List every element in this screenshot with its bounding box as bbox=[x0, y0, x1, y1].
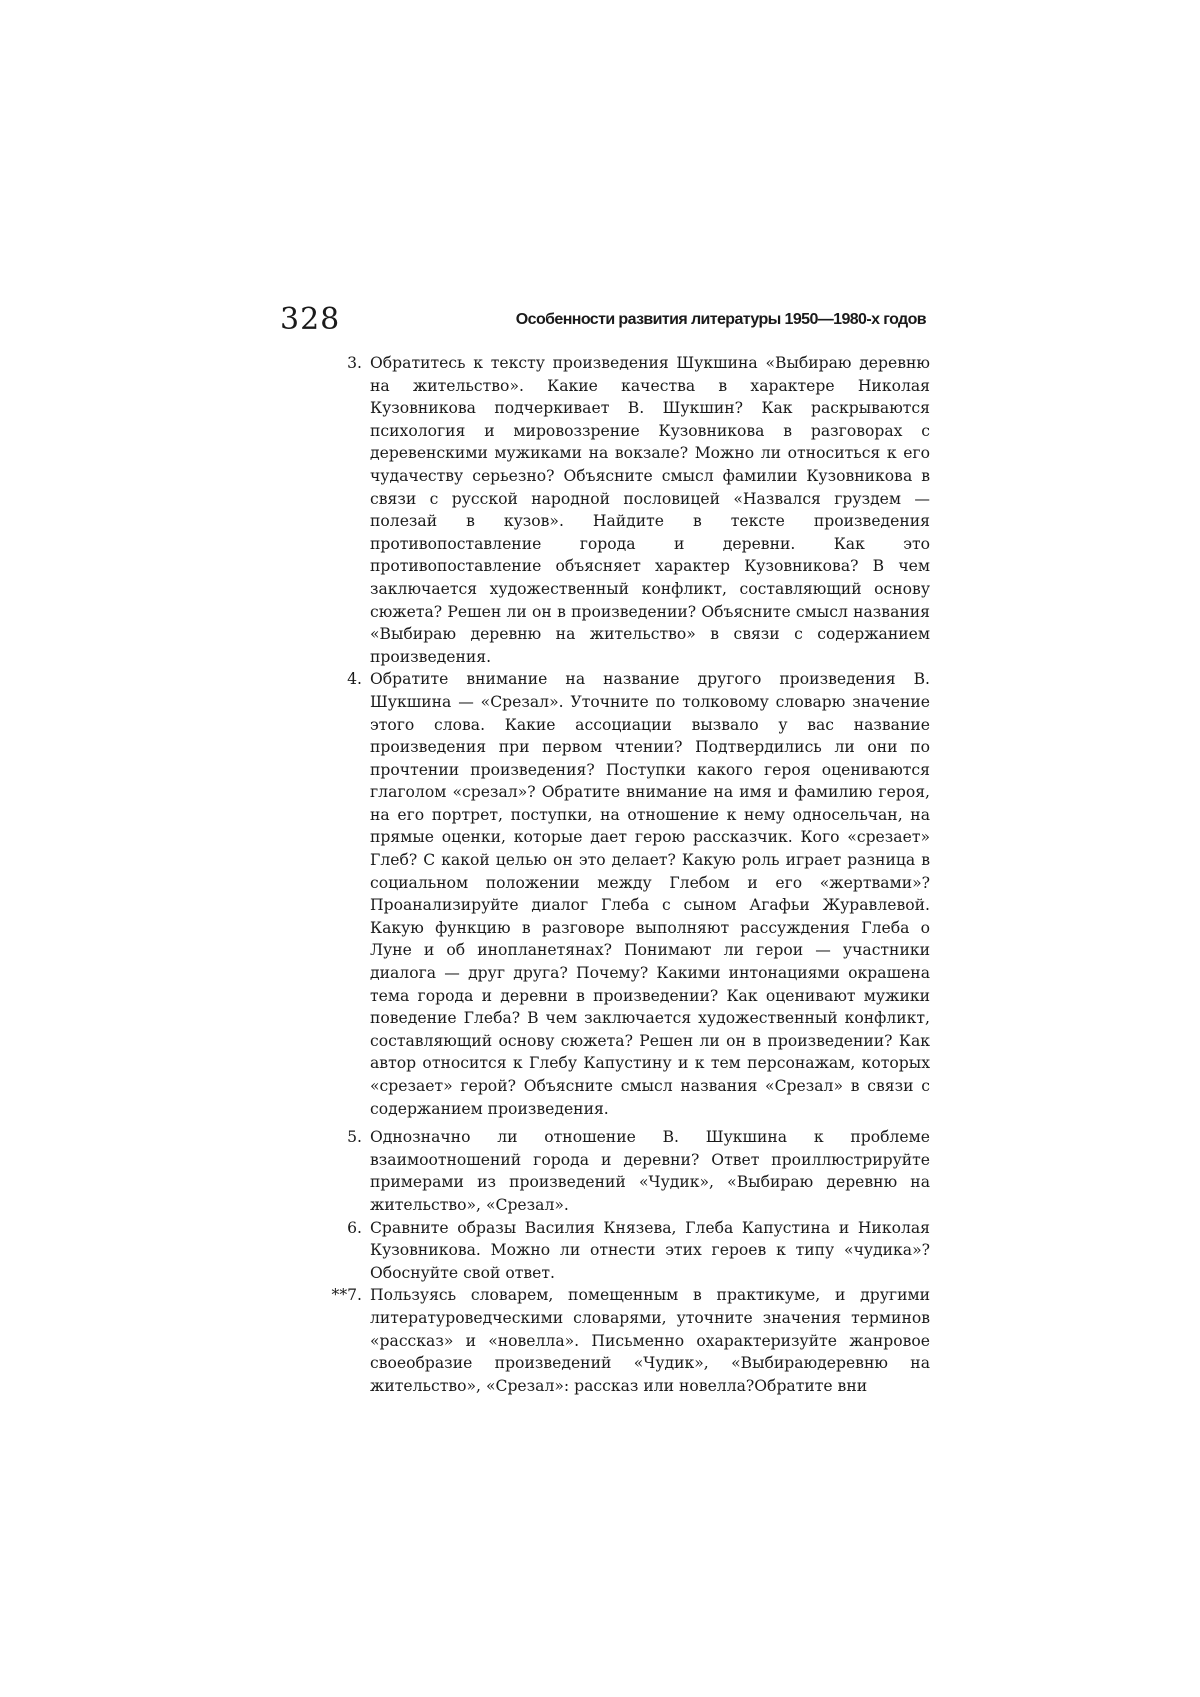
exercise-item bbox=[300, 352, 930, 668]
page-header bbox=[280, 300, 926, 340]
exercise-text: Обратите внимание на название другого произведения В. Шукшина — «Срезал». Уточните по толковому словарю значение этого слова. Какие ассоциации вызвало у вас название произведения при первом чтении? Подтвердились ли они по прочтении произведения? Поступки какого героя оцениваются глаголом «срезал»? Обратите внимание на имя и фамилию героя, на его портрет, поступки, на отношение к нему односельчан, на прямые оценки, которые дает герою рассказчик. Кого «срезает» Глеб? С какой целью он это делает? Какую роль играет разница в социальном положении между Глебом и его «жертвами»? Проанализируйте диалог Глеба с сыном Агафьи Журавлевой. Какую функцию в разговоре выполняют рассуждения Глеба о Луне и об инопланетянах? Понимают ли герои — участники диалога — друг друга? Почему? Какими интонациями окрашена тема города и деревни в произведении? Как оценивают мужики поведение Глеба? В чем заключается художественный конфликт, составляющий основу сюжета? Решен ли он в произведении? Как автор относится к Глебу Капустину и к тем персонажам, которых «срезает» герой? Объясните смысл названия «Срезал» в связи с содержанием произведения. bbox=[370, 670, 930, 1118]
exercise-list bbox=[300, 352, 930, 1397]
exercise-item bbox=[300, 1217, 930, 1285]
exercise-text: Сравните образы Василия Князева, Глеба Капустина и Николая Кузовникова. Можно ли отнести этих героев к типу «чудика»? Обоснуйте свой ответ. bbox=[370, 1218, 930, 1282]
exercise-text: Однозначно ли отношение В. Шукшина к проблеме взаимоотношений города и деревни? Ответ проиллюстрируйте примерами из произведений «Чудик», «Выбираю деревню на жительство», «Срезал». bbox=[370, 1128, 930, 1214]
exercise-text: Пользуясь словарем, помещенным в практикуме, и другими литературоведческими словарями, уточните значения терминов «рассказ» и «новелла». Письменно охарактеризуйте жанровое своеобразие произведений «Чудик», «Выбираюдеревню на жительство», «Срезал»: рассказ или новелла?Обратите вни bbox=[370, 1286, 930, 1395]
exercise-number: 4. bbox=[347, 670, 362, 689]
exercise-number: 5. bbox=[347, 1128, 362, 1147]
exercise-text: Обратитесь к тексту произведения Шукшина «Выбираю деревню на жительство». Какие качества в характере Николая Кузовникова подчеркивает В. Шукшин? Как раскрываются психология и мировоззрение Кузовникова в разговорах с деревенскими мужиками на вокзале? Можно ли относиться к его чудачеству серьезно? Объясните смысл фамилии Кузовникова в связи с русской народной пословицей «Назвался груздем — полезай в кузов». Найдите в тексте произведения противопоставление города и деревни. Как это противопоставление объясняет характер Кузовникова? В чем заключается художественный конфликт, составляющий основу сюжета? Решен ли он в произведении? Объясните смысл названия «Выбираю деревню на жительство» в связи с содержанием произведения. bbox=[370, 354, 930, 666]
exercise-number: **7. bbox=[331, 1286, 362, 1305]
exercise-item bbox=[300, 1284, 930, 1397]
exercise-number: 6. bbox=[347, 1218, 362, 1237]
exercise-item bbox=[300, 668, 930, 1120]
running-title: Особенности развития литературы 1950—1980-х годов bbox=[515, 311, 926, 328]
page-number: 328 bbox=[280, 302, 341, 337]
exercise-item bbox=[300, 1126, 930, 1216]
exercise-number: 3. bbox=[347, 354, 362, 372]
